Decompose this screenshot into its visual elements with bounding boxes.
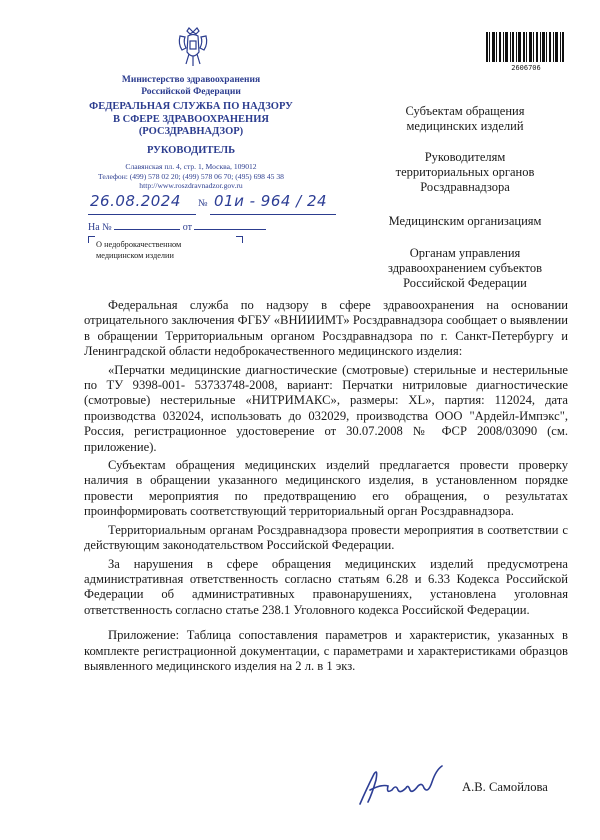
- paragraph-device: «Перчатки медицинские диагностические (смотровые) стерильные и нестерильные по ТУ 9398-001- 53733748-2008, вариант: Перчатки нитриловые диагностические (смотровые) нестерильные «НИТРИМАКС», размеры: XL», партия: 112024, дата производства 032024, использовать до 032029, производства ООО "Ардейл-Импэкс", Россия, регистрационное удостоверение от 30.07.2008 № ФСР 2008/03090 (см. приложение).: [84, 362, 568, 454]
- handwritten-date: 26.08.2024: [90, 192, 181, 210]
- barcode-icon: [486, 32, 564, 62]
- bracket-left: [88, 236, 95, 243]
- paragraph-subjects: Субъектам обращения медицинских изделий предлагается провести проверку наличия в обращении указанного медицинского изделия, в установленном порядке провести мероприятия по предотвращению его обращения, о результатах проинформировать соответствующий территориальный орган Росздравнадзора.: [84, 458, 568, 519]
- paragraph-appendix: Приложение: Таблица сопоставления параметров и характеристик, указанных в комплекте регистрационной документации, с параметрами и характеристиками образцов выявленного медицинского изделия на 2 л. в 1 экз.: [84, 628, 568, 673]
- registration-field: [88, 194, 350, 218]
- barcode-number: 2606706: [511, 64, 541, 72]
- letter-subject: О недоброкачественном медицинском изделии: [96, 240, 182, 260]
- number-label: №: [198, 198, 208, 209]
- ministry-name: Министерство здравоохранения Российской Федерации: [121, 75, 261, 97]
- addressee-4: Органам управления здравоохранением субъектов Российской Федерации: [387, 246, 542, 290]
- signer-name: А.В. Самойлова: [462, 780, 548, 794]
- head-title: РУКОВОДИТЕЛЬ: [146, 145, 236, 156]
- handwritten-number: 01и - 964 / 24: [214, 192, 328, 210]
- paragraph-intro: Федеральная служба по надзору в сфере здравоохранения на основании отрицательного заключения ФГБУ «ВНИИИМТ» Росздравнадзора сообщает о выявлении в обращении Территориальным органом Росздравнадзора по г. Санкт-Петербургу и Ленинградской области недоброкачественного медицинского изделия:: [84, 298, 568, 359]
- reply-reference: На № от: [88, 222, 266, 233]
- paragraph-territorial: Территориальным органам Росздравнадзора провести мероприятия в соответствии с действующим законодательством Российской Федерации.: [84, 522, 568, 553]
- handwritten-signature: [352, 760, 452, 812]
- coat-of-arms-icon: [176, 26, 210, 68]
- addressee-2: Руководителям территориальных органов Росздравнадзора: [395, 150, 535, 194]
- service-name: ФЕДЕРАЛЬНАЯ СЛУЖБА ПО НАДЗОРУ В СФЕРЕ ЗДРАВООХРАНЕНИЯ (РОСЗДРАВНАДЗОР): [89, 101, 293, 137]
- letter-body: [84, 298, 568, 677]
- addressee-3: Медицинским организациям: [388, 214, 542, 228]
- addressee-1: Субъектам обращения медицинских изделий: [405, 104, 525, 133]
- paragraph-liability: За нарушения в сфере обращения медицинских изделий предусмотрена административная ответственность согласно статьям 6.28 и 6.33 Кодекса Российской Федерации об административных правонарушениях, установлена уголовная ответственность согласно статье 238.1 Уголовного кодекса Российской Федерации.: [84, 556, 568, 617]
- contact-address: Славянская пл. 4, стр. 1, Москва, 109012 Телефон: (499) 578 02 20; (499) 578 06 70; (495) 698 45 38 http://www.roszdravnadzor.gov.ru: [98, 162, 284, 191]
